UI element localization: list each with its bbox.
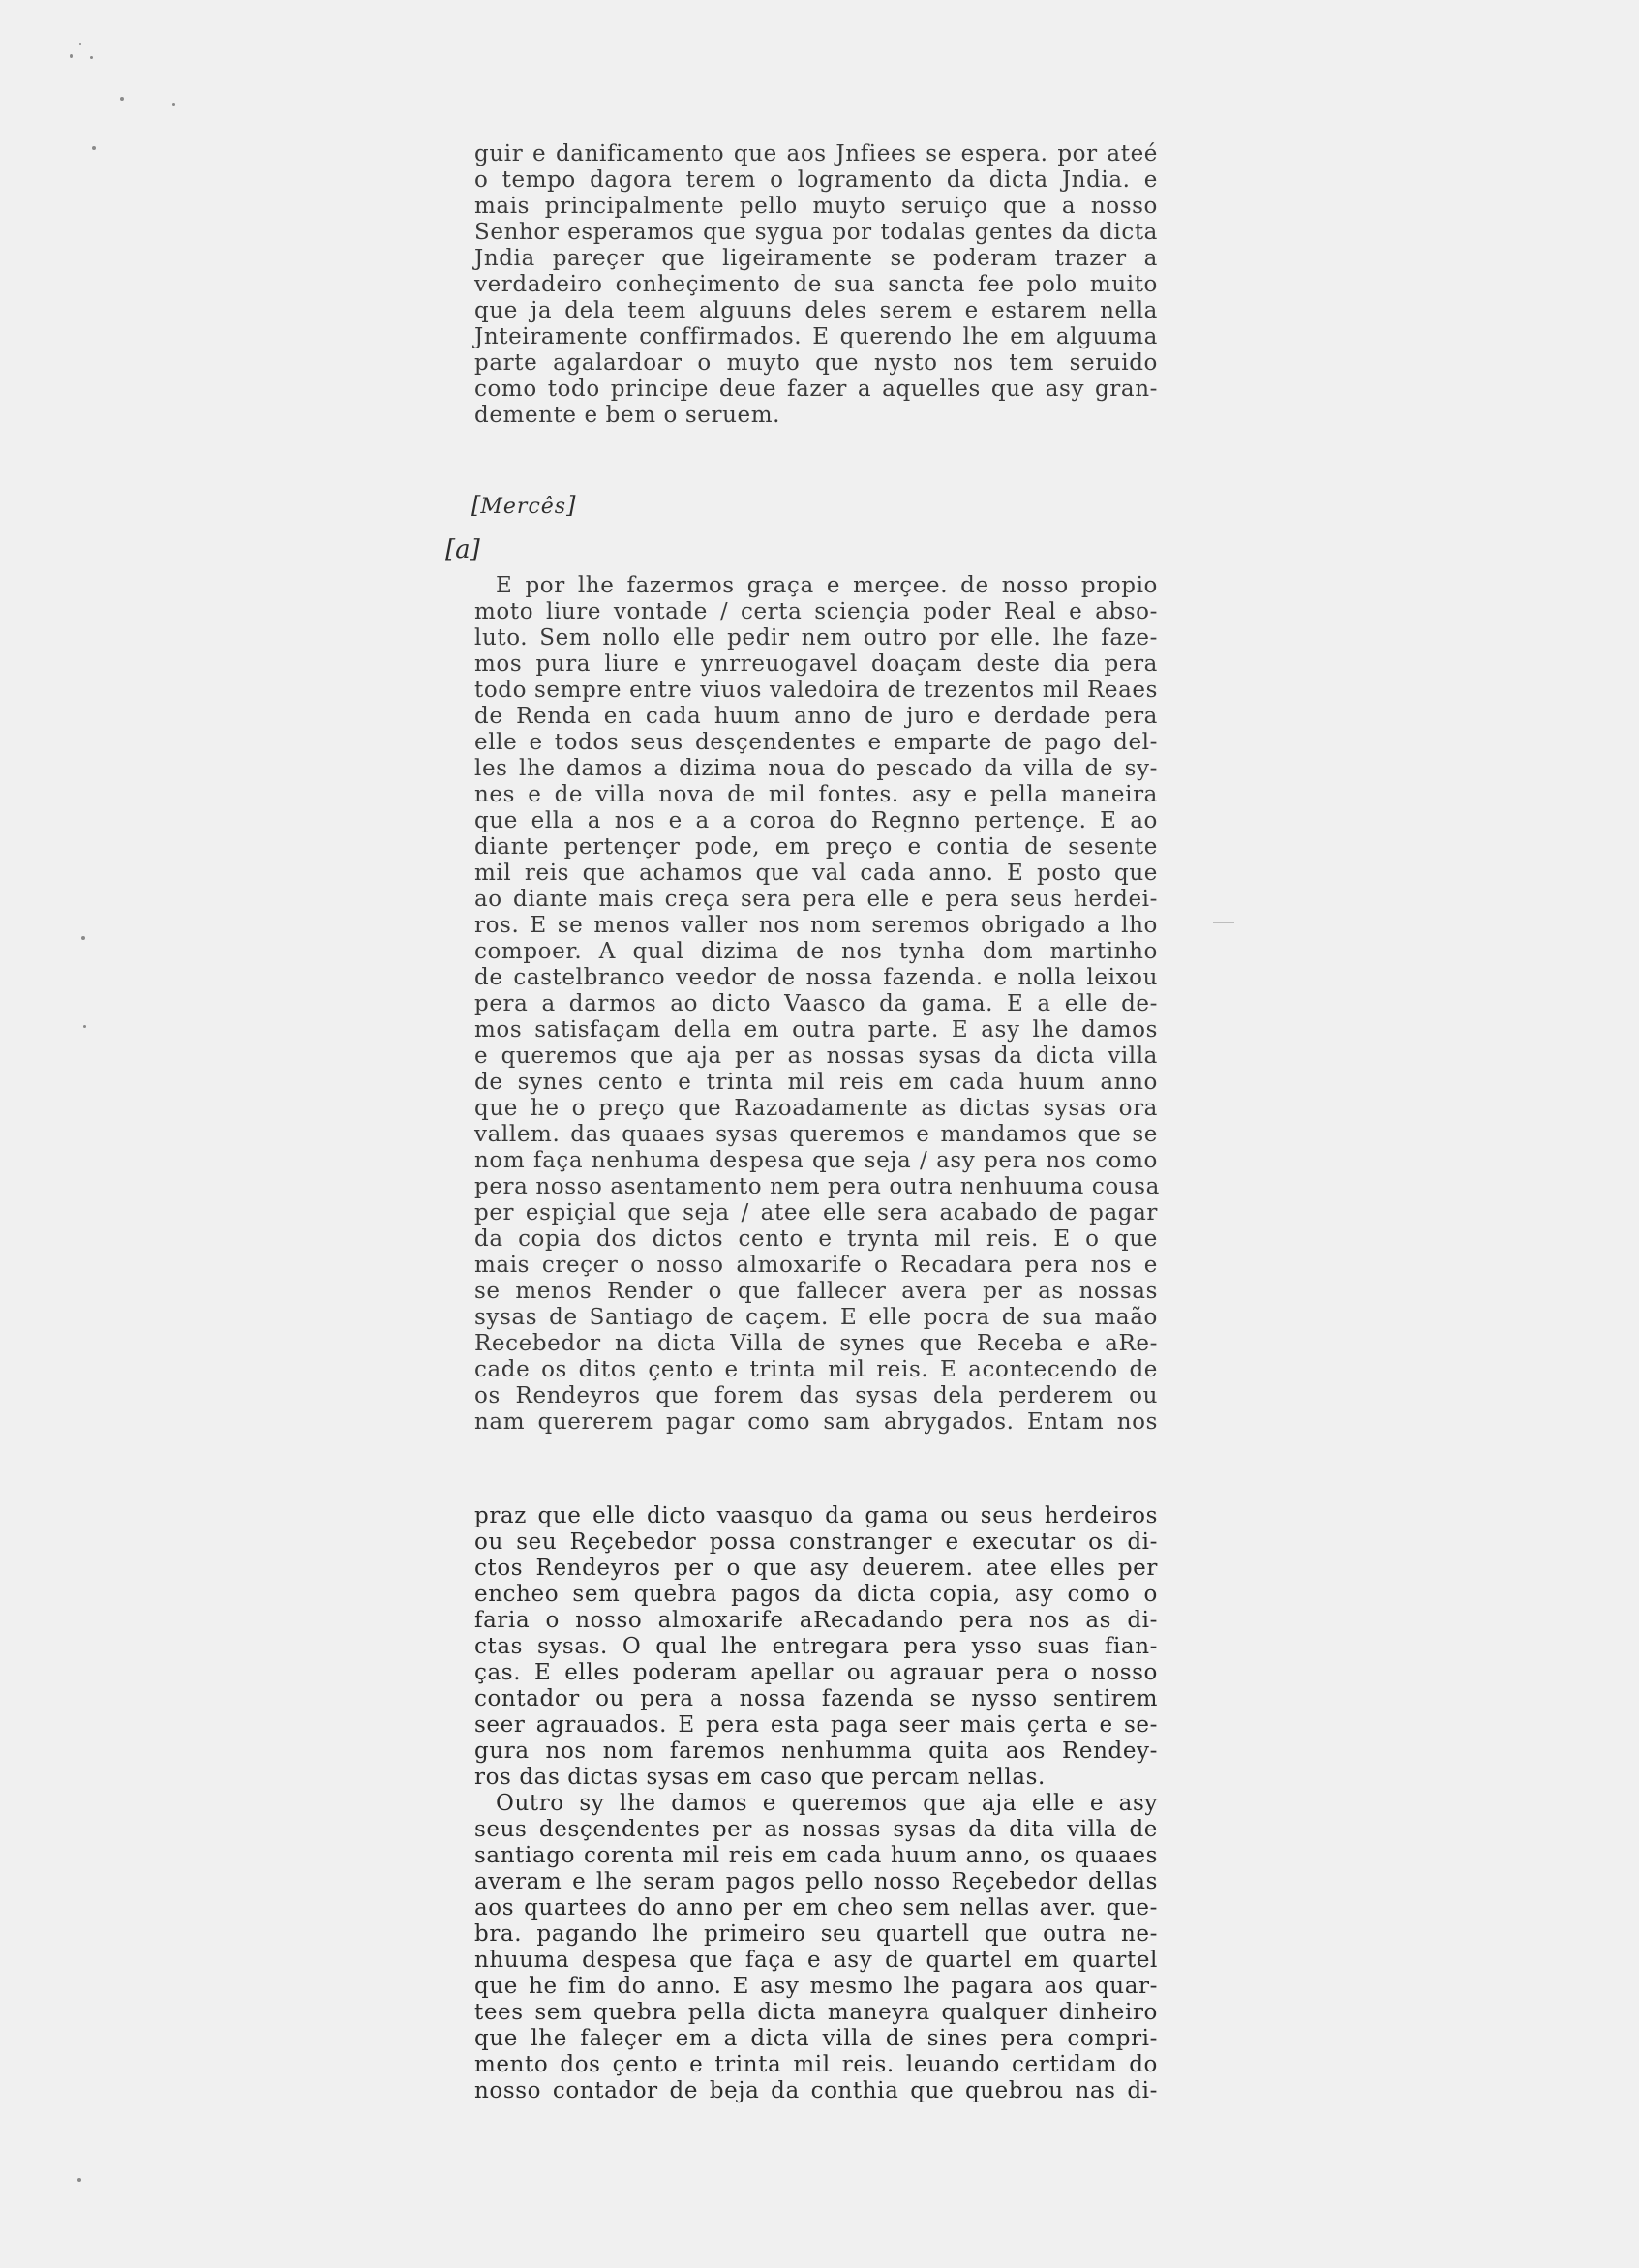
text-line: guir e danificamento que aos Jnfiees se espera. por ateé	[474, 141, 1158, 166]
text-line: faria o nosso almoxarife aRecadando pera nos as di-	[474, 1608, 1158, 1633]
scan-speck	[81, 936, 85, 940]
text-line: Recebedor na dicta Villa de synes que Receba e aRe-	[474, 1331, 1158, 1356]
text-line: seer agrauados. E pera esta paga seer mais çerta e se-	[474, 1712, 1158, 1738]
text-line: pera nosso asentamento nem pera outra nenhuuma cousa	[474, 1174, 1160, 1199]
text-line: tees sem quebra pella dicta maneyra qualquer dinheiro	[474, 2000, 1158, 2025]
paragraph-1	[474, 141, 1158, 429]
text-line: ao diante mais creça sera pera elle e pera seus herdei-	[474, 887, 1158, 912]
text-line: mais creçer o nosso almoxarife o Recadara pera nos e	[474, 1253, 1158, 1278]
text-line: que ja dela teem alguuns deles serem e estarem nella	[474, 298, 1158, 323]
text-line: o tempo dagora terem o logramento da dicta Jndia. e	[474, 167, 1158, 193]
text-line: E por lhe fazermos graça e merçee. de nosso propio	[496, 573, 1158, 598]
text-line: que he o preço que Razoadamente as dictas sysas ora	[474, 1096, 1158, 1121]
text-line: de Renda en cada huum anno de juro e derdade pera	[474, 704, 1158, 729]
text-line: ou seu Reçebedor possa constranger e executar os di-	[474, 1529, 1158, 1555]
text-line: nom faça nenhuma despesa que seja / asy pera nos como	[474, 1148, 1158, 1173]
scan-speck	[90, 56, 93, 59]
section-marker-text: a	[455, 535, 470, 564]
text-line: se menos Render o que fallecer avera per as nossas	[474, 1279, 1158, 1304]
text-line: contador ou pera a nossa fazenda se nysso sentirem	[474, 1686, 1158, 1711]
text-line: de synes cento e trinta mil reis em cada huum anno	[474, 1070, 1158, 1095]
scan-speck	[120, 97, 124, 101]
text-line: encheo sem quebra pagos da dicta copia, asy como o	[474, 1582, 1158, 1607]
text-line: que ella a nos e a a coroa do Regnno pertençe. E ao	[474, 808, 1158, 833]
text-line: mento dos çento e trinta mil reis. leuando certidam do	[474, 2052, 1158, 2077]
text-line: pera a darmos ao dicto Vaasco da gama. E a elle de-	[474, 991, 1158, 1016]
text-line: moto liure vontade / certa sciençia poder Real e abso-	[474, 599, 1158, 624]
text-line: mos pura liure e ynrreuogavel doaçam deste dia pera	[474, 651, 1158, 677]
text-line: mais principalmente pello muyto seruiço que a nosso	[474, 194, 1158, 219]
text-line: Jnteiramente conffirmados. E querendo lhe em alguuma	[474, 324, 1158, 349]
text-line: e queremos que aja per as nossas sysas da dicta villa	[474, 1043, 1158, 1069]
text-line: sysas de Santiago de caçem. E elle pocra de sua maão	[474, 1305, 1158, 1330]
text-line: nam quererem pagar como sam abrygados. Entam nos	[474, 1409, 1158, 1435]
text-line: praz que elle dicto vaasquo da gama ou seus herdeiros	[474, 1503, 1158, 1528]
text-line: ros. E se menos valler nos nom seremos obrigado a lho	[474, 913, 1158, 938]
text-line: ctas sysas. O qual lhe entregara pera ysso suas fian-	[474, 1634, 1158, 1659]
text-line: os Rendeyros que forem das sysas dela perderem ou	[474, 1383, 1158, 1408]
scan-speck	[79, 43, 81, 45]
handwritten-section-label: [Mercês]	[471, 492, 576, 519]
text-line: diante pertençer pode, em preço e contia de sesente	[474, 834, 1158, 860]
text-line: verdadeiro conheçimento de sua sancta fee polo muito	[474, 272, 1158, 297]
text-line: vallem. das quaaes sysas queremos e mandamos que se	[474, 1122, 1158, 1147]
text-line: elle e todos seus desçendentes e emparte de pago del-	[474, 730, 1158, 755]
text-line: parte agalardoar o muyto que nysto nos tem seruido	[474, 350, 1158, 376]
text-line: per espiçial que seja / atee elle sera acabado de pagar	[474, 1200, 1158, 1225]
text-line: gura nos nom faremos nenhumma quita aos Rendey-	[474, 1739, 1158, 1764]
paragraph-4	[474, 1791, 1158, 2104]
text-line: ças. E elles poderam apellar ou agrauar pera o nosso	[474, 1660, 1158, 1685]
text-line: les lhe damos a dizima noua do pescado da villa de sy-	[474, 756, 1158, 781]
text-line: que lhe faleçer em a dicta villa de sines pera compri-	[474, 2026, 1158, 2051]
text-line: luto. Sem nollo elle pedir nem outro por elle. lhe faze-	[474, 625, 1158, 650]
text-line: como todo principe deue fazer a aquelles que asy gran-	[474, 377, 1158, 402]
text-line: nes e de villa nova de mil fontes. asy e pella maneira	[474, 782, 1158, 807]
text-line: de castelbranco veedor de nossa fazenda. e nolla leixou	[474, 965, 1158, 990]
text-line: compoer. A qual dizima de nos tynha dom martinho	[474, 939, 1158, 964]
text-line: ros das dictas sysas em caso que percam nellas.	[474, 1765, 1046, 1790]
section-label-text: Mercês	[480, 495, 567, 519]
text-line: demente e bem o seruem.	[474, 403, 781, 428]
text-line: mos satisfaçam della em outra parte. E asy lhe damos	[474, 1017, 1158, 1043]
scan-speck	[92, 146, 96, 150]
scan-speck	[172, 103, 175, 106]
scan-speck	[77, 2178, 81, 2182]
text-line: nosso contador de beja da conthia que quebrou nas di-	[474, 2078, 1158, 2103]
text-line: ctos Rendeyros per o que asy deuerem. atee elles per	[474, 1556, 1158, 1581]
text-line: Senhor esperamos que sygua por todalas gentes da dicta	[474, 220, 1158, 245]
text-line: bra. pagando lhe primeiro seu quartell que outra ne-	[474, 1921, 1158, 1947]
handwritten-section-marker: [a]	[445, 535, 480, 564]
text-line: cade os ditos çento e trinta mil reis. E acontecendo de	[474, 1357, 1158, 1382]
text-line: seus desçendentes per as nossas sysas da dita villa de	[474, 1817, 1158, 1842]
scan-speck	[83, 1025, 86, 1028]
text-line: nhuuma despesa que faça e asy de quartel em quartel	[474, 1948, 1158, 1973]
paragraph-2	[474, 573, 1158, 1436]
text-line: aos quartees do anno per em cheo sem nellas aver. que-	[474, 1895, 1158, 1920]
text-line: mil reis que achamos que val cada anno. E posto que	[474, 861, 1158, 886]
text-line: que he fim do anno. E asy mesmo lhe pagara aos quar-	[474, 1974, 1158, 1999]
paragraph-3	[474, 1503, 1158, 2104]
text-line: todo sempre entre viuos valedoira de trezentos mil Reaes	[474, 678, 1158, 703]
text-line: santiago corenta mil reis em cada huum anno, os quaaes	[474, 1843, 1158, 1868]
text-line: averam e lhe seram pagos pello nosso Reçebedor dellas	[474, 1869, 1158, 1894]
text-line: Jndia pareçer que ligeiramente se poderam trazer a	[474, 246, 1158, 271]
scan-speck	[70, 54, 73, 58]
scan-margin-mark	[1213, 922, 1234, 923]
text-line: Outro sy lhe damos e queremos que aja elle e asy	[496, 1791, 1158, 1816]
text-line: da copia dos dictos cento e trynta mil reis. E o que	[474, 1226, 1158, 1252]
